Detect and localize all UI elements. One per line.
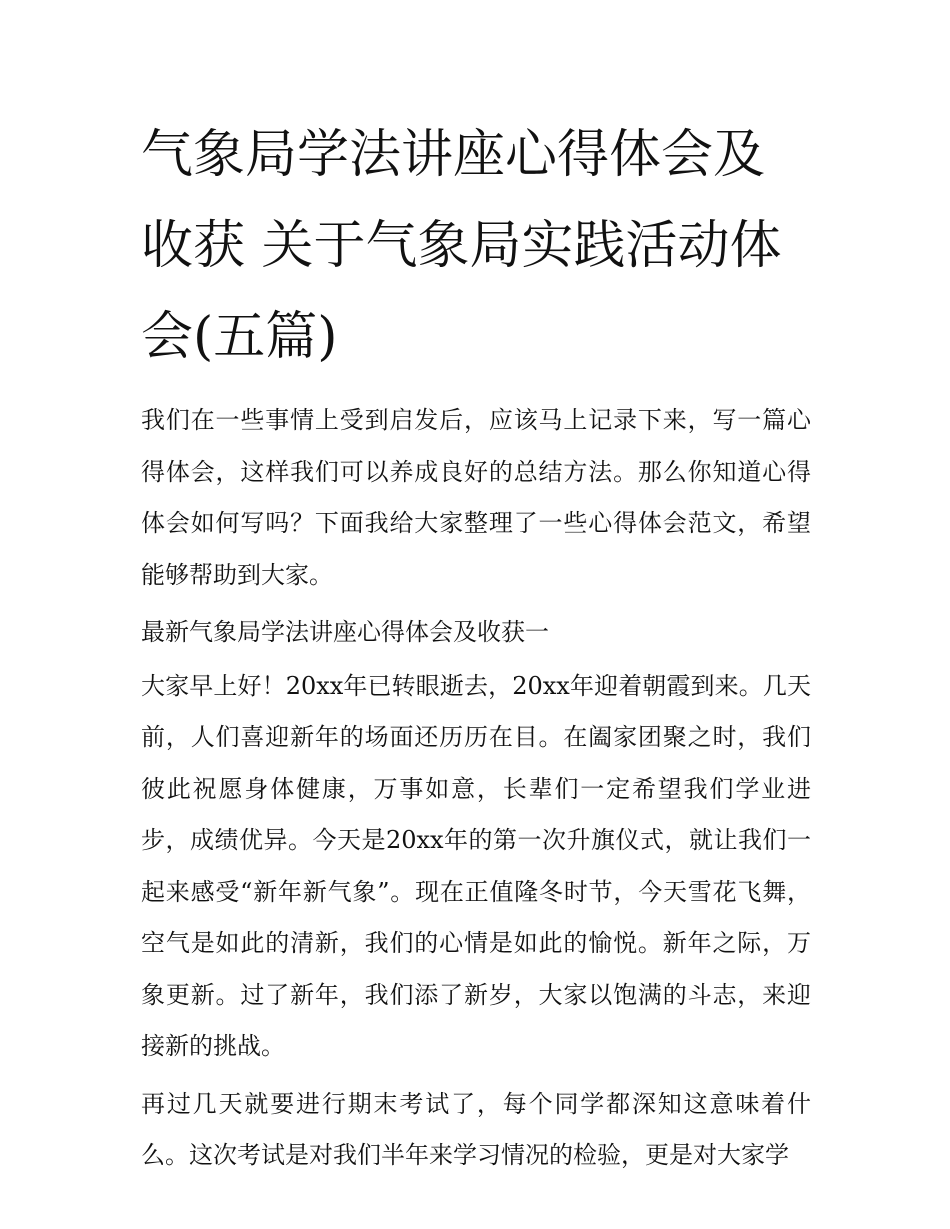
- section-heading: 最新气象局学法讲座心得体会及收获一: [141, 618, 549, 646]
- intro-paragraph: 我们在一些事情上受到启发后，应该马上记录下来，写一篇心得体会，这样我们可以养成良好的总结方法。那么你知道心得体会如何写吗？下面我给大家整理了一些心得体会范文，希望能够帮助到大家。: [141, 406, 811, 589]
- document-page: [141, 110, 811, 1188]
- body-paragraph: 大家早上好！20xx年已转眼逝去，20xx年迎着朝霞到来。几天前，人们喜迎新年的场面还历历在目。在阖家团聚之时，我们彼此祝愿身体健康，万事如意，长辈们一定希望我们学业进步，成绩优异。今天是20xx年的第一次升旗仪式，就让我们一起来感受“新年新气象”。现在正值隆冬时节，今天雪花飞舞，空气是如此的清新，我们的心情是如此的愉悦。新年之际，万象更新。过了新年，我们添了新岁，大家以饱满的斗志，来迎接新的挑战。: [141, 671, 811, 1060]
- body-paragraph: 再过几天就要进行期末考试了，每个同学都深知这意味着什么。这次考试是对我们半年来学习情况的检验，更是对大家学: [141, 1089, 811, 1169]
- document-title: 气象局学法讲座心得体会及收获 关于气象局实践活动体会(五篇): [141, 125, 782, 367]
